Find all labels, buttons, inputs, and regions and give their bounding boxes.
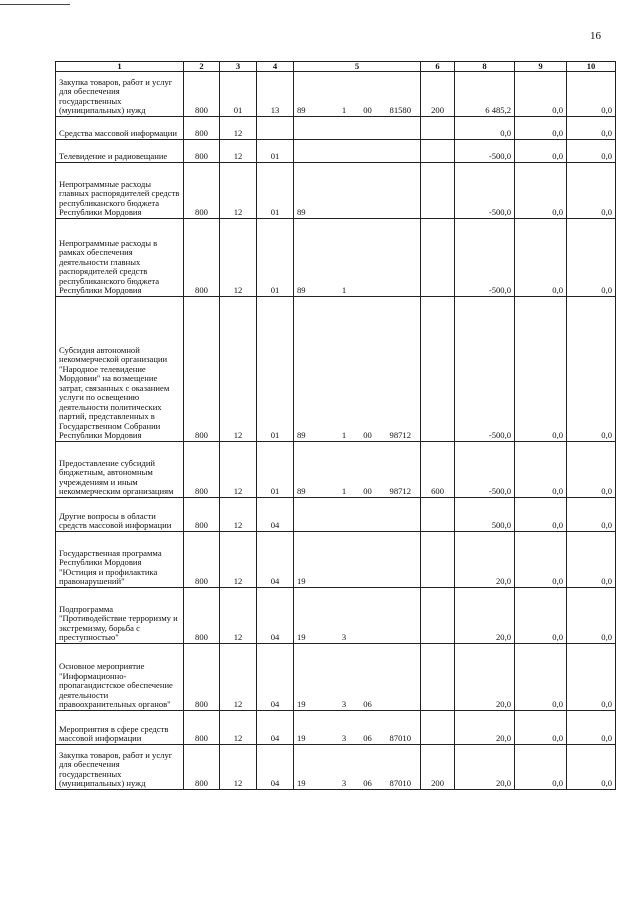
header-col-1: 1	[56, 62, 184, 72]
cell-col-5-program: 89	[294, 163, 334, 219]
cell-col-5-program: 89	[294, 297, 334, 442]
cell-col-9: 0,0	[515, 163, 567, 219]
cell-col-5-measure: 06	[355, 711, 381, 745]
cell-col-8: -500,0	[455, 219, 515, 297]
cell-col-5-direction: 87010	[381, 711, 421, 745]
cell-col-5-direction: 87010	[381, 745, 421, 790]
cell-col-6	[421, 140, 455, 163]
cell-col-2: 800	[184, 219, 220, 297]
table-row	[56, 117, 616, 140]
cell-col-8: 20,0	[455, 711, 515, 745]
cell-col-4	[257, 117, 294, 140]
cell-col-3: 12	[220, 297, 257, 442]
cell-col-3: 12	[220, 219, 257, 297]
cell-col-5-subprogram: 1	[334, 442, 355, 498]
cell-col-5-program	[294, 117, 334, 140]
cell-col-5-program	[294, 498, 334, 532]
header-col-3: 3	[220, 62, 257, 72]
cell-col-5-subprogram	[334, 498, 355, 532]
cell-col-4: 04	[257, 711, 294, 745]
cell-col-6: 600	[421, 442, 455, 498]
row-name: Средства массовой информации	[56, 117, 184, 140]
table-row	[56, 140, 616, 163]
cell-col-9: 0,0	[515, 117, 567, 140]
cell-col-6	[421, 588, 455, 644]
cell-col-5-program: 19	[294, 532, 334, 588]
cell-col-5-measure	[355, 532, 381, 588]
cell-col-10: 0,0	[567, 498, 616, 532]
cell-col-3: 12	[220, 588, 257, 644]
row-name: Закупка товаров, работ и услуг для обеспечения государственных (муниципальных) нужд	[56, 72, 184, 117]
cell-col-4: 04	[257, 498, 294, 532]
cell-col-5-direction: 98712	[381, 297, 421, 442]
cell-col-3: 01	[220, 72, 257, 117]
cell-col-6	[421, 532, 455, 588]
cell-col-9: 0,0	[515, 711, 567, 745]
cell-col-2: 800	[184, 532, 220, 588]
cell-col-6	[421, 644, 455, 711]
cell-col-5-program: 19	[294, 711, 334, 745]
cell-col-8: -500,0	[455, 140, 515, 163]
cell-col-3: 12	[220, 532, 257, 588]
cell-col-2: 800	[184, 442, 220, 498]
cell-col-2: 800	[184, 297, 220, 442]
cell-col-8: 20,0	[455, 588, 515, 644]
cell-col-3: 12	[220, 711, 257, 745]
cell-col-4: 01	[257, 442, 294, 498]
cell-col-5-subprogram	[334, 532, 355, 588]
row-name: Непрограммные расходы главных распорядителей средств республиканского бюджета Республики Мордовия	[56, 163, 184, 219]
table-row	[56, 532, 616, 588]
cell-col-5-program: 19	[294, 644, 334, 711]
table-row	[56, 442, 616, 498]
cell-col-2: 800	[184, 644, 220, 711]
cell-col-9: 0,0	[515, 297, 567, 442]
table-row	[56, 711, 616, 745]
header-row	[56, 62, 616, 72]
cell-col-5-direction	[381, 644, 421, 711]
cell-col-2: 800	[184, 711, 220, 745]
cell-col-5-program	[294, 140, 334, 163]
cell-col-5-program: 89	[294, 72, 334, 117]
cell-col-5-measure: 06	[355, 644, 381, 711]
cell-col-5-direction	[381, 140, 421, 163]
row-name: Предоставление субсидий бюджетным, автономным учреждениям и иным некоммерческим организациям	[56, 442, 184, 498]
cell-col-3: 12	[220, 745, 257, 790]
row-name: Телевидение и радиовещание	[56, 140, 184, 163]
cell-col-6	[421, 498, 455, 532]
cell-col-8: -500,0	[455, 442, 515, 498]
cell-col-5-program: 19	[294, 588, 334, 644]
cell-col-5-direction: 98712	[381, 442, 421, 498]
header-col-4: 4	[257, 62, 294, 72]
cell-col-10: 0,0	[567, 117, 616, 140]
row-name: Государственная программа Республики Мордовия "Юстиция и профилактика правонарушений"	[56, 532, 184, 588]
cell-col-9: 0,0	[515, 72, 567, 117]
header-col-6: 6	[421, 62, 455, 72]
cell-col-4: 04	[257, 588, 294, 644]
cell-col-5-measure	[355, 117, 381, 140]
cell-col-4: 01	[257, 297, 294, 442]
budget-table	[55, 61, 616, 790]
cell-col-5-measure	[355, 498, 381, 532]
cell-col-5-direction	[381, 532, 421, 588]
cell-col-9: 0,0	[515, 588, 567, 644]
cell-col-4: 01	[257, 140, 294, 163]
table-row	[56, 219, 616, 297]
cell-col-5-measure: 00	[355, 297, 381, 442]
table-row	[56, 644, 616, 711]
cell-col-6	[421, 117, 455, 140]
cell-col-9: 0,0	[515, 644, 567, 711]
cell-col-8: 500,0	[455, 498, 515, 532]
table-row	[56, 72, 616, 117]
cell-col-4: 13	[257, 72, 294, 117]
cell-col-5-subprogram	[334, 140, 355, 163]
cell-col-6: 200	[421, 745, 455, 790]
cell-col-6	[421, 219, 455, 297]
cell-col-5-measure: 00	[355, 442, 381, 498]
cell-col-10: 0,0	[567, 588, 616, 644]
header-col-9: 9	[515, 62, 567, 72]
cell-col-5-measure	[355, 140, 381, 163]
cell-col-2: 800	[184, 117, 220, 140]
cell-col-4: 01	[257, 163, 294, 219]
cell-col-5-measure	[355, 588, 381, 644]
cell-col-2: 800	[184, 163, 220, 219]
cell-col-5-subprogram: 3	[334, 745, 355, 790]
cell-col-10: 0,0	[567, 163, 616, 219]
page-number: 16	[590, 30, 601, 42]
row-name: Закупка товаров, работ и услуг для обеспечения государственных (муниципальных) нужд	[56, 745, 184, 790]
row-name: Другие вопросы в области средств массовой информации	[56, 498, 184, 532]
cell-col-10: 0,0	[567, 442, 616, 498]
header-col-5: 5	[294, 62, 421, 72]
table-row	[56, 588, 616, 644]
cell-col-5-direction: 81580	[381, 72, 421, 117]
cell-col-2: 800	[184, 140, 220, 163]
cell-col-5-measure	[355, 219, 381, 297]
cell-col-8: -500,0	[455, 163, 515, 219]
cell-col-5-subprogram: 3	[334, 644, 355, 711]
cell-col-3: 12	[220, 140, 257, 163]
cell-col-6	[421, 711, 455, 745]
cell-col-10: 0,0	[567, 644, 616, 711]
cell-col-10: 0,0	[567, 72, 616, 117]
row-name: Непрограммные расходы в рамках обеспечения деятельности главных распорядителей средств республиканского бюджета Республики Мордовия	[56, 219, 184, 297]
cell-col-5-subprogram: 1	[334, 72, 355, 117]
table-row	[56, 498, 616, 532]
cell-col-4: 04	[257, 532, 294, 588]
cell-col-5-subprogram: 3	[334, 588, 355, 644]
row-name: Мероприятия в сфере средств массовой информации	[56, 711, 184, 745]
cell-col-5-program: 19	[294, 745, 334, 790]
corner-mark	[0, 4, 70, 5]
cell-col-2: 800	[184, 72, 220, 117]
cell-col-5-direction	[381, 163, 421, 219]
cell-col-8: 20,0	[455, 644, 515, 711]
cell-col-6	[421, 297, 455, 442]
cell-col-10: 0,0	[567, 532, 616, 588]
cell-col-5-measure: 06	[355, 745, 381, 790]
cell-col-8: 0,0	[455, 117, 515, 140]
cell-col-5-subprogram: 1	[334, 219, 355, 297]
cell-col-9: 0,0	[515, 442, 567, 498]
cell-col-4: 01	[257, 219, 294, 297]
cell-col-2: 800	[184, 745, 220, 790]
cell-col-5-program: 89	[294, 442, 334, 498]
cell-col-2: 800	[184, 498, 220, 532]
cell-col-9: 0,0	[515, 532, 567, 588]
row-name: Субсидия автономной некоммерческой организации "Народное телевидение Мордовии" на возмещение затрат, связанных с оказанием услуги по освещению деятельности политических партий, представленных в Государственном Собрании Республики Мордовия	[56, 297, 184, 442]
cell-col-10: 0,0	[567, 219, 616, 297]
cell-col-2: 800	[184, 588, 220, 644]
cell-col-3: 12	[220, 644, 257, 711]
cell-col-3: 12	[220, 117, 257, 140]
cell-col-3: 12	[220, 163, 257, 219]
header-col-10: 10	[567, 62, 616, 72]
cell-col-5-direction	[381, 588, 421, 644]
cell-col-3: 12	[220, 442, 257, 498]
cell-col-10: 0,0	[567, 711, 616, 745]
cell-col-10: 0,0	[567, 297, 616, 442]
cell-col-10: 0,0	[567, 745, 616, 790]
table-row	[56, 297, 616, 442]
cell-col-8: -500,0	[455, 297, 515, 442]
header-col-2: 2	[184, 62, 220, 72]
cell-col-5-subprogram	[334, 163, 355, 219]
cell-col-9: 0,0	[515, 745, 567, 790]
table-row	[56, 745, 616, 790]
cell-col-5-program: 89	[294, 219, 334, 297]
cell-col-9: 0,0	[515, 498, 567, 532]
cell-col-4: 04	[257, 745, 294, 790]
cell-col-5-direction	[381, 498, 421, 532]
cell-col-5-direction	[381, 219, 421, 297]
cell-col-5-direction	[381, 117, 421, 140]
cell-col-4: 04	[257, 644, 294, 711]
table-row	[56, 163, 616, 219]
row-name: Основное мероприятие "Информационно-пропагандистское обеспечение деятельности правоохранительных органов"	[56, 644, 184, 711]
cell-col-9: 0,0	[515, 219, 567, 297]
cell-col-3: 12	[220, 498, 257, 532]
cell-col-8: 20,0	[455, 745, 515, 790]
cell-col-5-subprogram: 3	[334, 711, 355, 745]
cell-col-9: 0,0	[515, 140, 567, 163]
row-name: Подпрограмма "Противодействие терроризму и экстремизму, борьба с преступностью"	[56, 588, 184, 644]
cell-col-8: 20,0	[455, 532, 515, 588]
cell-col-5-subprogram	[334, 117, 355, 140]
cell-col-10: 0,0	[567, 140, 616, 163]
cell-col-5-measure	[355, 163, 381, 219]
cell-col-6: 200	[421, 72, 455, 117]
cell-col-5-measure: 00	[355, 72, 381, 117]
cell-col-6	[421, 163, 455, 219]
cell-col-8: 6 485,2	[455, 72, 515, 117]
cell-col-5-subprogram: 1	[334, 297, 355, 442]
header-col-8: 8	[455, 62, 515, 72]
